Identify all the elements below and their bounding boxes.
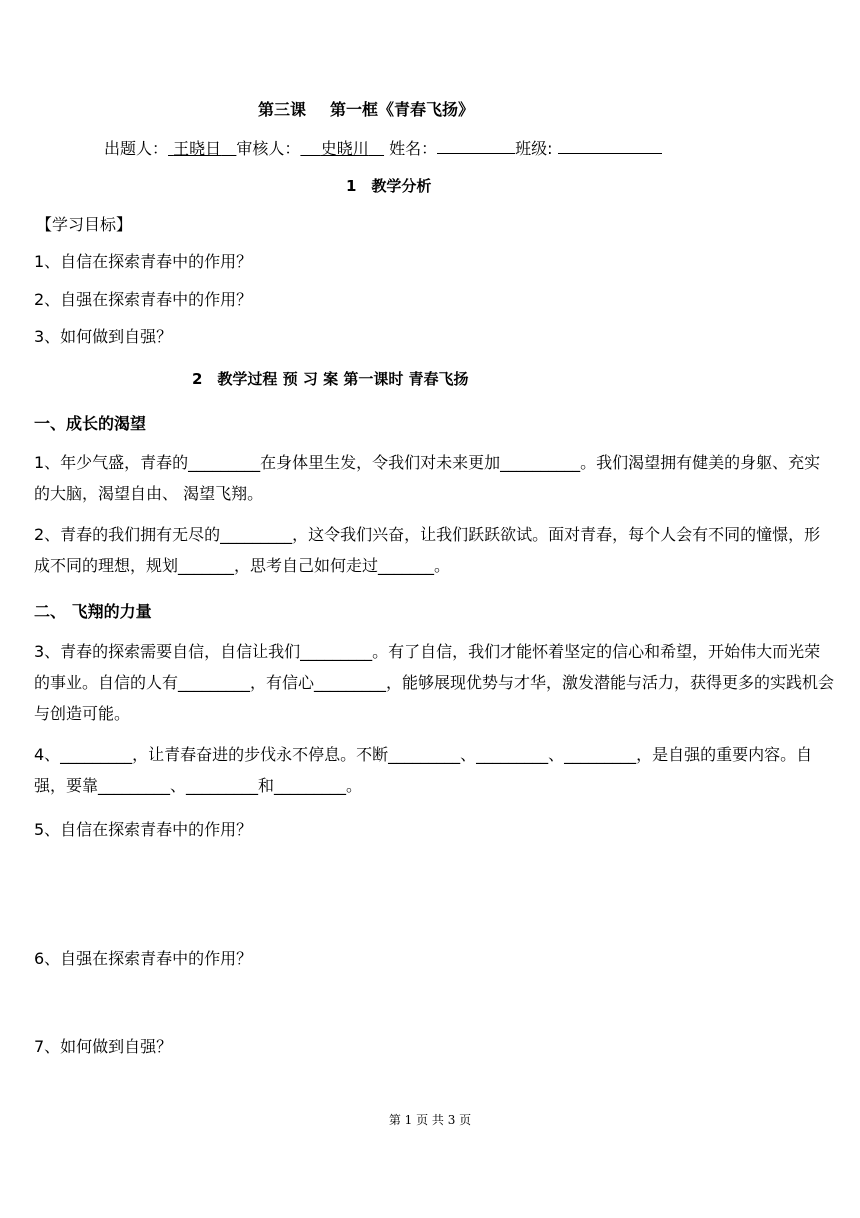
question-7: 7、如何做到自强？	[34, 1037, 173, 1056]
part1-title: 一、成长的渴望	[34, 414, 147, 433]
section2-heading: 2 教学过程 预 习 案 第一课时 青春飞扬	[192, 370, 469, 388]
question-5: 5、自信在探索青春中的作用？	[34, 820, 253, 839]
learning-goals-label: 【学习目标】	[36, 215, 133, 234]
author-info-line	[104, 136, 662, 159]
class-blank[interactable]	[558, 139, 662, 154]
title-frame: 第一框《青春飞扬》	[330, 100, 475, 119]
goal-item-3: 3、如何做到自强？	[34, 327, 173, 346]
title-lesson: 第三课	[258, 100, 307, 119]
name-label: 姓名：	[389, 139, 438, 158]
goal-item-2: 2、自强在探索青春中的作用？	[34, 290, 253, 309]
question-3: 3、青春的探索需要自信，自信让我们_________。有了自信，我们才能怀着坚定的信心和希望，开始伟大而光荣的事业。自信的人有_________，有信心_________，能够展现优势与才华，激发潜能与活力，获得更多的实践机会与创造可能。	[34, 642, 835, 723]
name-blank[interactable]	[437, 139, 515, 154]
question-2: 2、青春的我们拥有无尽的_________，这令我们兴奋，让我们跃跃欲试。面对青春，每个人会有不同的憧憬，形成不同的理想，规划_______，思考自己如何走过_______。	[34, 525, 821, 575]
part2-title: 二、 飞翔的力量	[34, 602, 152, 621]
reviewer-value: 史晓川	[320, 139, 369, 158]
goal-item-1: 1、自信在探索青春中的作用？	[34, 252, 253, 271]
page-footer: 第 1 页 共 3 页	[388, 1113, 472, 1127]
question-4: 4、_________，让青春奋进的步伐永不停息。不断_________、_________、_________，是自强的重要内容。自强，要靠_________、_________和_________。	[34, 745, 813, 795]
question-6: 6、自强在探索青春中的作用？	[34, 949, 253, 968]
question-setter-label: 出题人：	[104, 139, 169, 158]
reviewer-label: 审核人：	[236, 139, 301, 158]
section1-heading: 1 教学分析	[346, 177, 432, 195]
document-title	[258, 97, 474, 120]
class-label: 班级:	[515, 139, 553, 158]
question-setter-value: 王晓日	[173, 139, 222, 158]
question-1: 1、年少气盛，青春的_________在身体里生发，令我们对未来更加__________。我们渴望拥有健美的身躯、充实的大脑，渴望自由、 渴望飞翔。	[34, 453, 821, 503]
